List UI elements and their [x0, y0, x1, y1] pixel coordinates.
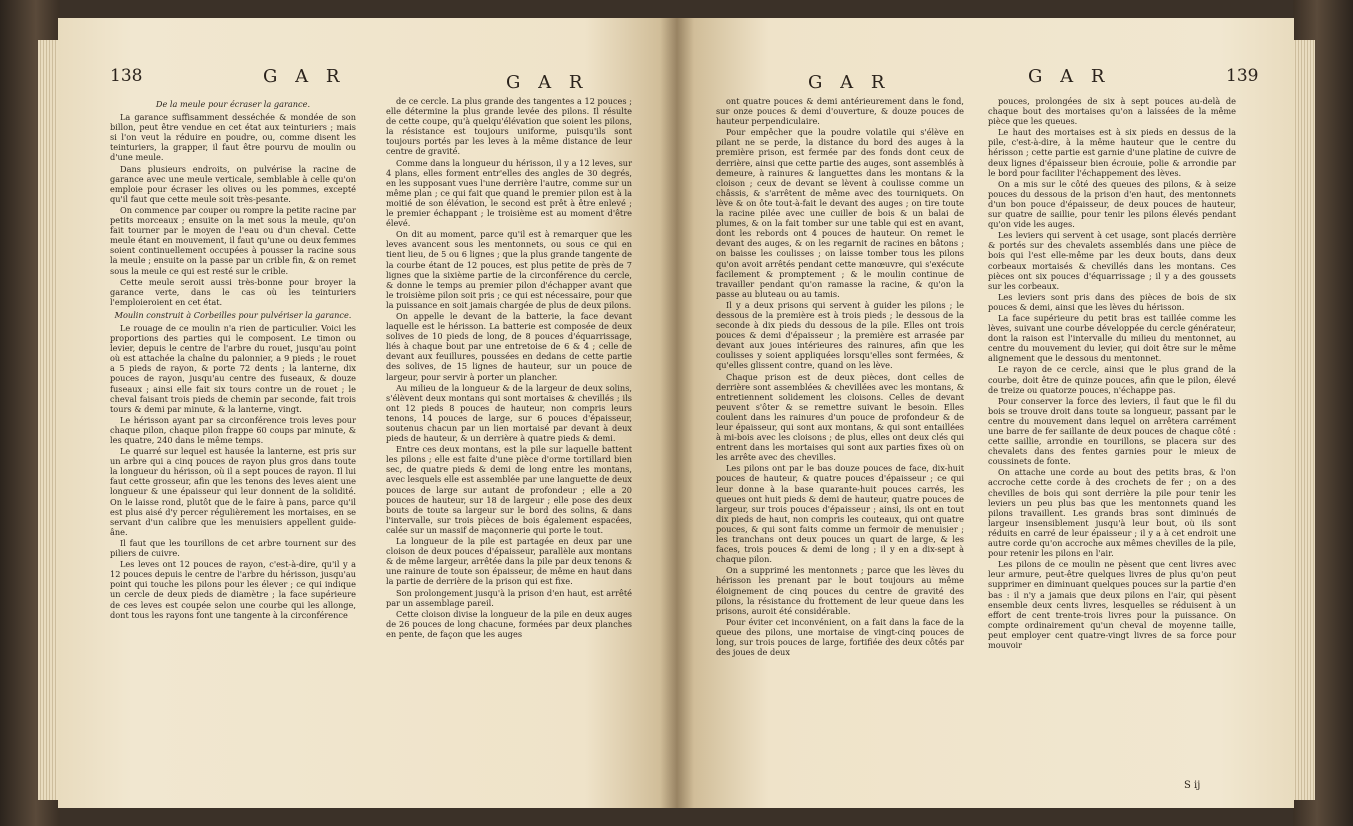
- paragraph: Entre ces deux montans, est la pile sur laquelle battent les pilons ; elle est faite d'une pièce d'orme tortillard bien sec, de quatre pieds & demi de long entre les montans, avec lesquels elle est assemblée par une languette de deux pouces de large sur autant de profondeur ; elle a 20 pouces de hauteur, sur 18 de largeur ; elle pose des deux bouts de toute sa largeur sur le bord des solins, & dans l'intervalle, sur trois pièces de bois également espacées, calée sur un massif de maçonnerie qui porte le tout.: [386, 444, 632, 535]
- paragraph: La garance suffisamment desséchée & mondée de son billon, peut être vendue en cet état aux teinturiers ; mais si l'on veut la réduire en poudre, ou, comme disent les teinturiers, la grapper, il faut être pourvu de moulin ou d'une meule.: [110, 112, 356, 163]
- paragraph: On a mis sur le côté des queues des pilons, & à seize pouces du dessous de la prison d'en haut, des mentonnets d'un bon pouce d'épaisseur, de deux pouces de hauteur, sur quatre de saillie, pour tenir les pilons élevés pendant qu'on vide les auges.: [988, 178, 1236, 230]
- running-head-left: G A R: [263, 66, 346, 87]
- paragraph: ont quatre pouces & demi antérieurement dans le fond, sur onze pouces & demi d'ouverture, & douze pouces de hauteur perpendiculaire.: [716, 96, 964, 127]
- text-column-2: [988, 96, 1236, 651]
- paragraph: On commence par couper ou rompre la petite racine par petits morceaux ; ensuite on la met sous la meule, qu'on fait tourner par le moyen de l'eau ou d'un cheval. Cette meule étant en mouvement, il faut qu'une ou deux femmes soient continuellement occupées à pousser la racine sous la meule ; ensuite on la passe par un crible fin, & on remet sous la meule ce qui est resté sur le crible.: [110, 204, 356, 276]
- paragraph: On attache une corde au bout des petits bras, & l'on accroche cette corde à des crochets de fer ; on a des chevilles de bois qui sont derrière la pile pour tenir les leviers un peu plus bas que les mentonnets quand les pilons travaillent. Les grands bras sont diminués de largeur insensiblement jusqu'à leur bout, où ils sont réduits en carré de leur épaisseur ; il y a à cet endroit une autre corde qu'on accroche aux mêmes chevilles de la pile, pour retenir les pilons en l'air.: [988, 467, 1236, 559]
- running-head-right: G A R: [506, 72, 589, 93]
- paragraph: Les leviers sont pris dans des pièces de bois de six pouces & demi, ainsi que les lèves du hérisson.: [988, 291, 1236, 312]
- paragraph: Son prolongement jusqu'à la prison d'en haut, est arrêté par un assemblage pareil.: [386, 587, 632, 608]
- page-edges-right: [1293, 40, 1315, 800]
- paragraph: La face supérieure du petit bras est taillée comme les lèves, suivant une courbe développée du cercle générateur, dont la raison est l'intervalle du milieu du mentonnet, au centre du mouvement du levier, qui doit être sur le même alignement que le dessous du mentonnet.: [988, 312, 1236, 364]
- paragraph: Chaque prison est de deux pièces, dont celles de derrière sont assemblées & chevillées avec les montans, & entretiennent solidement les cloisons. Celles de devant peuvent s'ôter & se remettre suivant le besoin. Elles coulent dans les rainures d'un pouce de profondeur & de leur épaisseur, qui sont aux montans, & qui sont entaillées à mi-bois avec les cloisons ; de plus, elles ont deux clés qui entrent dans les mortaises qui sont aux parties fixes où on les arrête avec des chevilles.: [716, 371, 964, 463]
- running-head-left: G A R: [808, 72, 891, 93]
- paragraph: On dit au moment, parce qu'il est à remarquer que les leves avancent sous les mentonnets, ou sous ce qui en tient lieu, de 5 ou 6 lignes ; que la plus grande tangente de la courbe étant de 12 pouces, est plus petite de près de 7 lignes que la sixième partie de la circonférence du cercle, & donne le temps au premier pilon d'échapper avant que le troisième pilon soit pris ; ce qui est nécessaire, pour que la puissance en soit jamais chargée de plus de deux pilons.: [386, 229, 633, 310]
- paragraph: Les leviers qui servent à cet usage, sont placés derrière & portés sur des chevalets assemblés dans une pièce de bois qui l'est elle-même par les deux bouts, dans deux corbeaux mortaisés & chevillés dans les montans. Ces pièces ont six pouces d'équarrissage ; il y a des goussets sur les corbeaux.: [988, 230, 1236, 291]
- paragraph: pouces, prolongées de six à sept pouces au-delà de chaque bout des mortaises qu'on a laissées de la même pièce que les queues.: [988, 96, 1236, 127]
- paragraph: Le hérisson ayant par sa circonférence trois leves pour chaque pilon, chaque pilon frappe 60 coups par minute, & les quatre, 240 dans le même temps.: [110, 414, 356, 445]
- book-gutter: [660, 18, 694, 808]
- text-column-2: [386, 96, 632, 640]
- section-heading: Moulin construit à Corbeilles pour pulvériser la garance.: [114, 309, 352, 320]
- section-heading: De la meule pour écraser la garance.: [155, 99, 311, 109]
- paragraph: Pour éviter cet inconvénient, on a fait dans la face de la queue des pilons, une mortaise de vingt-cinq pouces de long, sur trois pouces de large, fortifiée des deux côtés par des joues de deux: [716, 616, 964, 658]
- paragraph: de ce cercle. La plus grande des tangentes a 12 pouces ; elle détermine la plus grande levée des pilons. Il résulte de cette coupe, qu'à quelqu'élévation que soient les pilons, la résistance est toujours uniforme, puisqu'ils sont toujours portés par les leves à la même distance de leur centre de gravité.: [386, 96, 632, 157]
- page-number: 138: [110, 66, 143, 86]
- running-head-right: G A R: [1028, 66, 1111, 87]
- paragraph: Pour empêcher que la poudre volatile qui s'élève en pilant ne se perde, la distance du bord des auges à la première prison, est fermée par des fonds dont ceux de derrière, ainsi que cette partie des auges, sont assemblés à demeure, à rainures & languettes dans les montans & la cloison ; ceux de devant se lèvent à coulisse comme un châssis, & s'arrêtent de même avec des tourniquets. On lève & on ôte tout-à-fait le devant des auges ; on tire toute la racine pilée avec une cuiller de bois & un balai de plumes, & on la fait tomber sur une table qui est en avant, dont les rebords ont 4 pouces de hauteur. On remet le devant des auges, & on les regarnit de racines en bâtons ; on baisse les coulisses ; on laisse tomber tous les pilons qu'on avoit arrêtés pendant cette manœuvre, qui s'exécute facilement & promptement ; & le moulin continue de travailler pendant qu'on ramasse la racine, & qu'on la passe au bluteau ou au tamis.: [716, 127, 964, 299]
- paragraph: La longueur de la pile est partagée en deux par une cloison de deux pouces d'épaisseur, parallèle aux montans & de même largeur, arrêtée dans la pile par deux tenons & une rainure de toute son épaisseur, de même en haut dans la partie de derrière de la prison qui est fixe.: [386, 536, 632, 587]
- paragraph: Le rouage de ce moulin n'a rien de particulier. Voici les proportions des parties qui le composent. Le timon ou levier, depuis le centre de l'arbre du rouet, jusqu'au point où est attachée la chaîne du palonnier, a 9 pieds ; le rouet a 5 pieds de rayon, & porte 72 dents ; la lanterne, dix pouces de rayon, jusqu'au centre des fuseaux, & douze fuseaux ; ainsi elle fait six tours contre un de rouet ; le cheval faisant trois pieds de chemin par seconde, fait trois tours & demi par minute, & la lanterne, vingt.: [110, 322, 356, 414]
- paragraph: On a supprimé les mentonnets ; parce que les lèves du hérisson les prenant par le bout toujours au même éloignement de cinq pouces du centre de gravité des pilons, la résistance du frottement de leur queue dans les prisons, auroit été considérable.: [716, 565, 964, 616]
- paragraph: Cette meule seroit aussi très-bonne pour broyer la garance verte, dans le cas où les teinturiers l'emploieroient en cet état.: [110, 276, 356, 307]
- text-column-1: [716, 96, 964, 658]
- paragraph: Les pilons ont par le bas douze pouces de face, dix-huit pouces de hauteur, & quatre pouces d'épaisseur ; ce qui leur donne à la base quarante-huit pouces carrés, les queues ont huit pieds & demi de hauteur, quatre pouces de largeur, sur trois pouces d'épaisseur ; ainsi, ils ont en tout dix pieds de haut, non compris les couteaux, qui ont quatre pouces, & qui sont faits comme un fermoir de menuisier ; les tranchans ont deux pouces un quart de large, & les faces, trois pouces & demi de long ; il y en a dix-sept à chaque pilon.: [716, 463, 964, 565]
- paragraph: Comme dans la longueur du hérisson, il y a 12 leves, sur 4 plans, elles forment entr'elles des angles de 30 degrés, en les supposant vues l'une derrière l'autre, comme sur un même plan ; ce qui fait que quand le premier pilon est à la moitié de son élévation, le second est prêt à être enlevé ; le premier échappant ; le troisième est au moment d'être élevé.: [386, 157, 632, 229]
- right-page: [676, 18, 1294, 808]
- paragraph: Les leves ont 12 pouces de rayon, c'est-à-dire, qu'il y a 12 pouces depuis le centre de l'arbre du hérisson, jusqu'au point qui touche les pilons pour les élever ; ce qui indique un cercle de deux pieds de diamètre ; la face supérieure de ces leves est coupée selon une courbe qui les allonge, dont tous les rayons font une tangente à la circonférence: [110, 559, 356, 620]
- paragraph: Pour conserver la force des leviers, il faut que le fil du bois se trouve droit dans toute sa longueur, passant par le centre du mouvement dans lequel on arrêtera carrément une barre de fer saillante de deux pouces de chaque côté : cette saillie, arrondie en tourillons, se placera sur des chevalets dans des fentes garnies pour le mieux de coussinets de fonte.: [988, 395, 1236, 467]
- page-number: 139: [1226, 66, 1259, 86]
- paragraph: Dans plusieurs endroits, on pulvérise la racine de garance avec une meule verticale, semblable à celle qu'on emploie pour écraser les olives ou les pommes, excepté qu'il faut que cette meule soit très-pesante.: [110, 163, 356, 204]
- paragraph: Cette cloison divise la longueur de la pile en deux auges de 26 pouces de long chacune, formées par deux planches en pente, de façon que les auges: [386, 608, 632, 639]
- paragraph: Il faut que les tourillons de cet arbre tournent sur des piliers de cuivre.: [110, 537, 356, 559]
- page-edges-left: [38, 40, 60, 800]
- signature-mark: S ij: [1184, 780, 1201, 791]
- paragraph: Les pilons de ce moulin ne pèsent que cent livres avec leur armure, peut-être quelques livres de plus qu'on peut supprimer en diminuant quelques pouces sur la partie d'en bas : il n'y a jamais que deux pilons en l'air, qui pèsent ensemble deux cents livres, lesquelles se réduisent à un effort de cent trente-trois livres pour la puissance. On compte ordinairement qu'un cheval de moyenne taille, peut employer cent quatre-vingt livres de sa force pour mouvoir: [988, 559, 1236, 650]
- paragraph: On appelle le devant de la batterie, la face devant laquelle est le hérisson. La batterie est composée de deux solives de 10 pieds de long, de 8 pouces d'équarrissage, liés à chaque bout par une entretoise de 6 & 4 ; celle de devant aux feuillures, poussées en dedans de cette partie des solives, de 15 lignes de hauteur, sur un pouce de largeur, pour servir à porter un plancher.: [386, 310, 632, 382]
- paragraph: Le quarré sur lequel est hausée la lanterne, est pris sur un arbre qui a cinq pouces de rayon plus gros dans toute la longueur du hérisson, où il a sept pouces de rayon. Il lui faut cette grosseur, afin que les tenons des leves aient une longueur & une épaisseur qui leur donnent de la solidité. On le laisse rond, plutôt que de le faire à pans, parce qu'il est plus aisé d'y percer régulièrement les mortaises, en se servant d'un calibre que les menuisiers appellent guide-âne.: [110, 446, 356, 537]
- text-column-1: [110, 96, 356, 621]
- paragraph: Au milieu de la longueur & de la largeur de deux solins, s'élèvent deux montans qui sont mortaises & chevillés ; ils ont 12 pieds 8 pouces de hauteur, non compris leurs tenons, 14 pouces de large, sur 6 pouces d'épaisseur, soutenus chacun par un lien mortaisé par devant à deux pieds de hauteur, & un derrière à quatre pieds & demi.: [386, 382, 632, 444]
- left-page: [58, 18, 678, 808]
- paragraph: Le rayon de ce cercle, ainsi que le plus grand de la courbe, doit être de quinze pouces, afin que le pilon, élevé de treize ou quatorze pouces, n'échappe pas.: [988, 364, 1236, 395]
- paragraph: Il y a deux prisons qui servent à guider les pilons ; le dessous de la première est à trois pieds ; le dessous de la seconde à dix pieds du dessous de la pile. Elles ont trois pouces & demi d'épaisseur ; la première est arrasée par devant aux joues intérieures des rainures, afin que les coulisses y soient appliquées lorsqu'elles sont fermées, & qu'elles glissent contre, quand on les lève.: [716, 299, 964, 371]
- paragraph: Le haut des mortaises est à six pieds en dessus de la pile, c'est-à-dire, à la même hauteur que le centre du hérisson ; cette partie est garnie d'une platine de cuivre de deux lignes d'épaisseur bien écrouie, polie & arrondie par le bord pour faciliter l'échappement des lèves.: [988, 127, 1236, 178]
